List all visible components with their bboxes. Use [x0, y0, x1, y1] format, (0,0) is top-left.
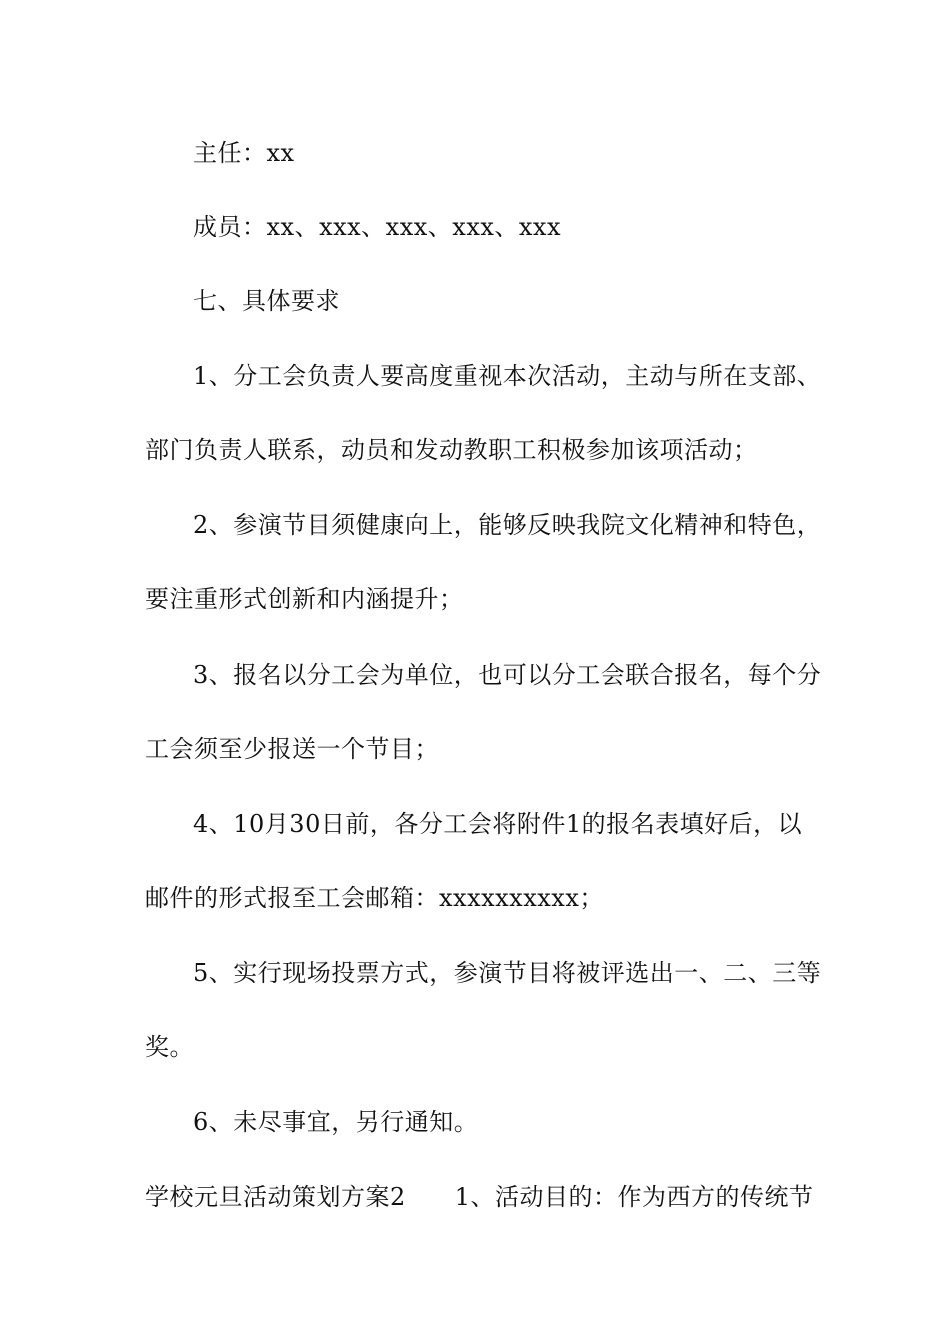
line-members: 成员：xx、xxx、xxx、xxx、xxx [193, 213, 561, 241]
line-requirement-5b: 奖。 [145, 1033, 194, 1061]
line-requirement-3a: 3、报名以分工会为单位，也可以分工会联合报名，每个分 [193, 661, 822, 689]
line-requirement-6: 6、未尽事宜，另行通知。 [193, 1108, 479, 1136]
line-requirement-4b: 邮件的形式报至工会邮箱：xxxxxxxxxx； [145, 884, 604, 912]
line-plan-2-heading: 学校元旦活动策划方案2 1、活动目的：作为西方的传统节 [145, 1183, 814, 1211]
line-requirement-3b: 工会须至少报送一个节目； [145, 735, 439, 763]
line-director: 主任：xx [193, 139, 295, 167]
line-requirement-1a: 1、分工会负责人要高度重视本次活动，主动与所在支部、 [193, 362, 822, 390]
section-heading-requirements: 七、具体要求 [193, 287, 340, 315]
line-requirement-2a: 2、参演节目须健康向上，能够反映我院文化精神和特色， [193, 511, 822, 539]
line-requirement-1b: 部门负责人联系，动员和发动教职工积极参加该项活动； [145, 436, 758, 464]
line-requirement-4a: 4、10月30日前，各分工会将附件1的报名表填好后，以 [193, 810, 803, 838]
line-requirement-2b: 要注重形式创新和内涵提升； [145, 585, 464, 613]
line-requirement-5a: 5、实行现场投票方式，参演节目将被评选出一、二、三等 [193, 959, 822, 987]
